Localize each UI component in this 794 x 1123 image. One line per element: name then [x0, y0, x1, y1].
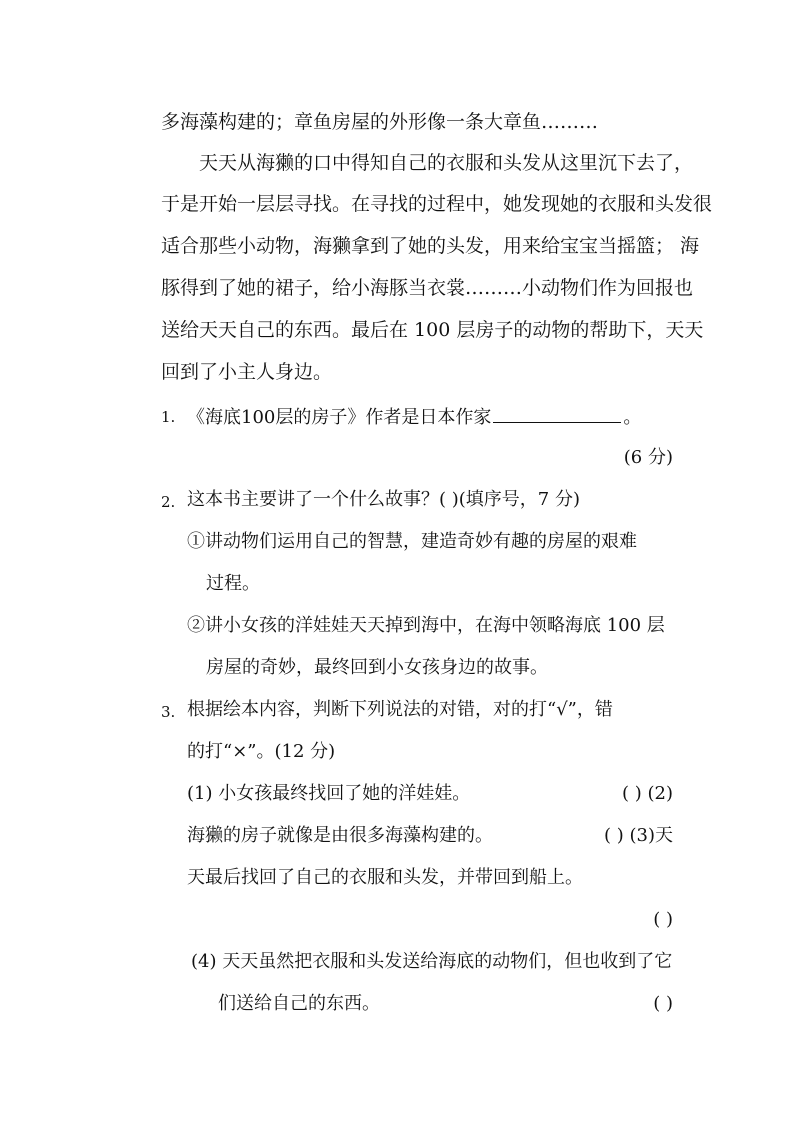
question-3-item-1-answer[interactable]: ( ) (2) [622, 783, 673, 804]
question-2-option-1-line-1: ①讲动物们运用自己的智慧，建造奇妙有趣的房屋的艰难 [187, 531, 637, 552]
question-3-item-4-line-2: 们送给自己的东西。 [218, 993, 380, 1014]
passage-line-2: 天天从海獭的口中得知自己的衣服和头发从这里沉下去了， [199, 152, 694, 174]
passage-line-6: 送给天天自己的东西。最后在 100 层房子的动物的帮助下，天天 [161, 319, 704, 341]
question-3-item-4-line-1: (4) 天天虽然把衣服和头发送给海底的动物们，但也收到了它 [191, 951, 673, 972]
question-3-item-1: (1) 小女孩最终找回了她的洋娃娃。 [187, 783, 471, 804]
question-2-number: 2. [161, 493, 176, 511]
passage-line-1: 多海藻构建的；章鱼房屋的外形像一条大章鱼……… [161, 111, 599, 133]
question-3-item-2-answer[interactable]: ( ) (3)天 [604, 825, 673, 846]
passage-line-3: 于是开始一层层寻找。在寻找的过程中，她发现她的衣服和头发很 [161, 193, 713, 215]
question-2-option-2-line-2: 房屋的奇妙，最终回到小女孩身边的故事。 [206, 657, 548, 678]
question-2-option-2-line-1: ②讲小女孩的洋娃娃天天掉到海中，在海中领略海底 100 层 [187, 615, 665, 636]
question-3-text-line-2: 的打“×”。(12 分) [187, 741, 336, 762]
answer-blank-author[interactable] [493, 404, 621, 423]
question-1-end: 。 [623, 407, 642, 428]
question-3-number: 3. [161, 703, 176, 721]
question-3-item-2: 海獭的房子就像是由很多海藻构建的。 [187, 825, 493, 846]
question-1 [187, 404, 641, 430]
question-3-item-3-answer[interactable]: ( ) [653, 909, 673, 930]
question-3-item-4-answer[interactable]: ( ) [653, 993, 673, 1014]
question-2-option-1-line-2: 过程。 [206, 573, 260, 594]
passage-line-4: 适合那些小动物，海獭拿到了她的头发，用来给宝宝当摇篮； 海 [161, 235, 700, 257]
question-3-text-line-1: 根据绘本内容，判断下列说法的对错，对的打“√”，错 [187, 699, 613, 720]
passage-line-5: 豚得到了她的裙子，给小海豚当衣裳………小动物们作为回报也 [161, 277, 694, 299]
question-1-text: 《海底100层的房子》作者是日本作家 [187, 407, 492, 428]
question-1-number: 1. [161, 408, 176, 426]
question-1-score: (6 分) [623, 447, 673, 468]
question-2-text: 这本书主要讲了一个什么故事？( )(填序号，7 分) [187, 489, 580, 510]
passage-line-7: 回到了小主人身边。 [161, 361, 333, 383]
question-3-item-3: 天最后找回了自己的衣服和头发，并带回到船上。 [187, 867, 583, 888]
